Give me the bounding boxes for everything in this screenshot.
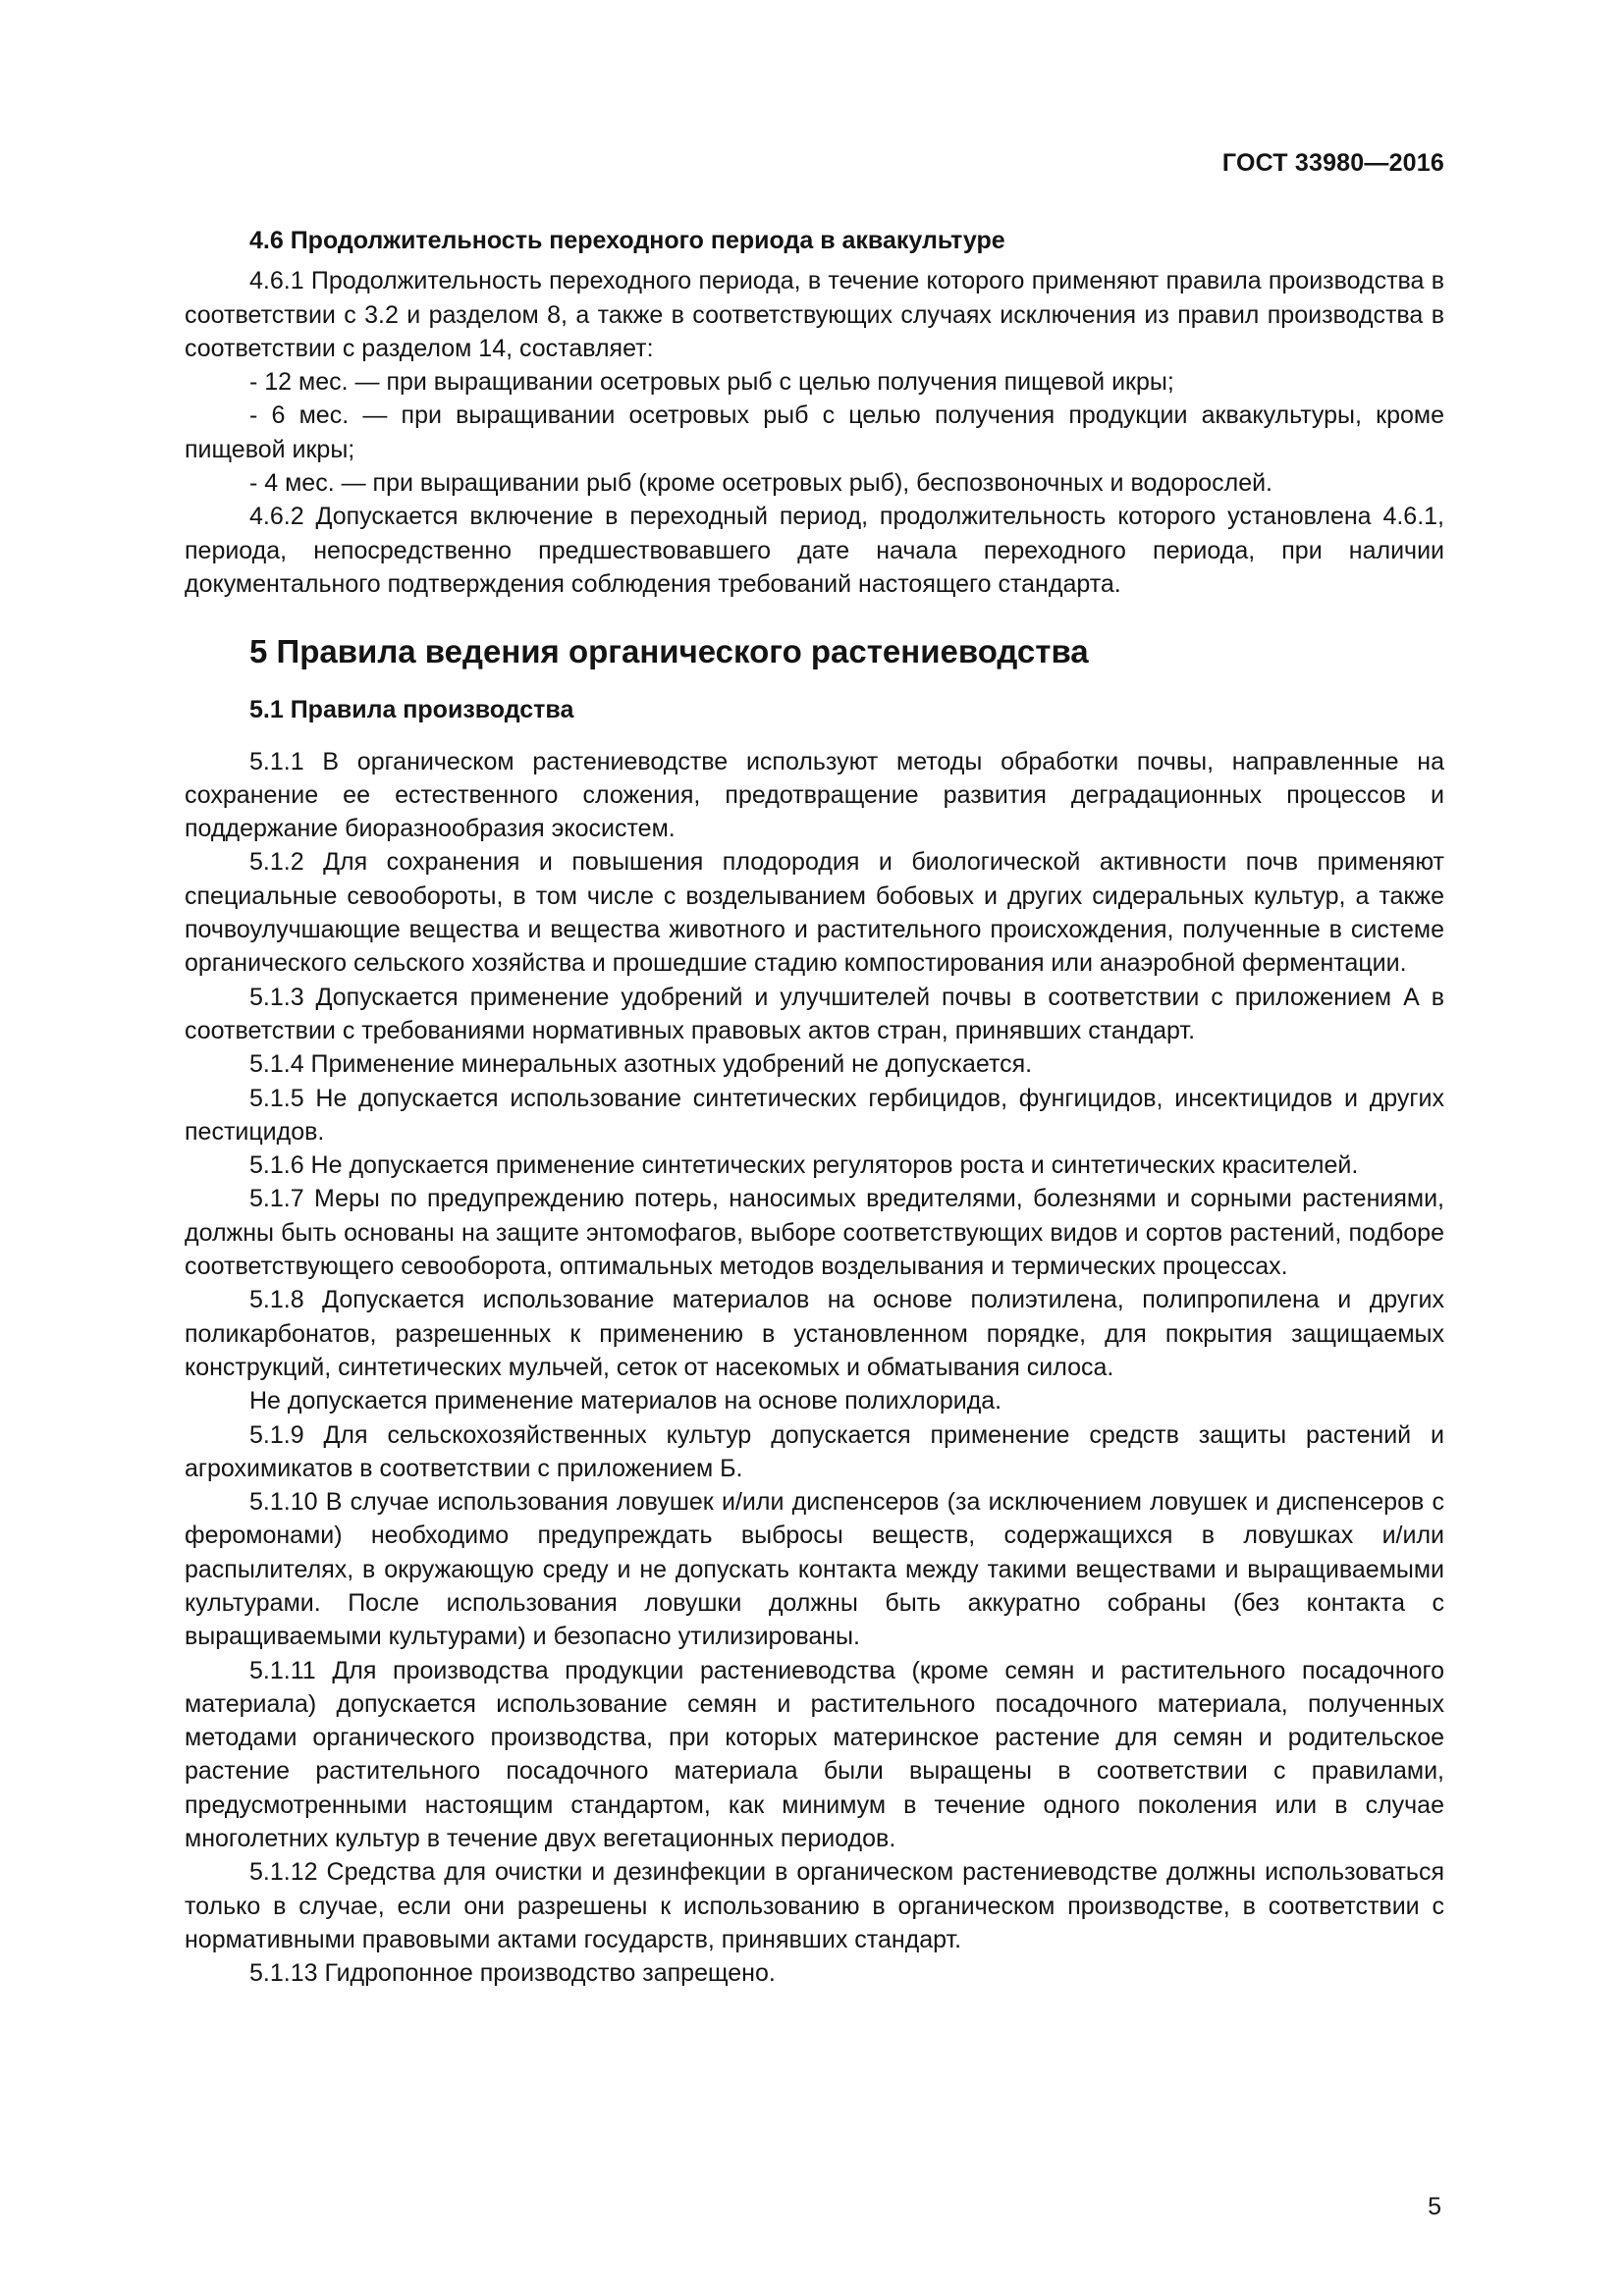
section-5-heading: 5 Правила ведения органического растениеводства (249, 633, 1089, 670)
paragraph-5-1-7: 5.1.7 Меры по предупреждению потерь, наносимых вредителями, болезнями и сорными растениями, должны быть основаны на защите энтомофагов, выборе соответствующих видов и сортов растений, подборе соответствующего севооборота, оптимальных методов возделывания и термических процессах. (185, 1185, 1444, 1281)
list-item: - 6 мес. — при выращивании осетровых рыб с целью получения продукции аквакультуры, кроме пищевой икры; (185, 401, 1444, 463)
paragraph-5-1-8-note: Не допускается применение материалов на основе полихлорида. (249, 1387, 1002, 1415)
paragraph-5-1-8: 5.1.8 Допускается использование материалов на основе полиэтилена, полипропилена и других поликарбонатов, разрешенных к применению в установленном порядке, для покрытия защищаемых конструкций, синтетических мульчей, сеток от насекомых и обматывания силоса. (185, 1286, 1444, 1381)
section-4-6-heading: 4.6 Продолжительность переходного периода в аквакультуре (249, 227, 1005, 254)
paragraph-4-6-2: 4.6.2 Допускается включение в переходный период, продолжительность которого установлена 4.6.1, периода, непосредственно предшествовавшего дате начала переходного периода, при наличии документального подтверждения соблюдения требований настоящего стандарта. (185, 503, 1444, 598)
list-item: - 4 мес. — при выращивании рыб (кроме осетровых рыб), беспозвоночных и водорослей. (249, 469, 1273, 498)
paragraph-5-1-4: 5.1.4 Применение минеральных азотных удобрений не допускается. (249, 1050, 1033, 1079)
document-body (185, 224, 1444, 1991)
page-number: 5 (1428, 2193, 1441, 2220)
section-5-1-heading: 5.1 Правила производства (249, 696, 574, 724)
paragraph-5-1-6: 5.1.6 Не допускается применение синтетических регуляторов роста и синтетических красителей. (249, 1151, 1359, 1180)
paragraph-4-6-1: 4.6.1 Продолжительность переходного периода, в течение которого применяют правила производства в соответствии с 3.2 и разделом 8, а также в соответствующих случаях исключения из правил производства в соответствии с разделом 14, составляет: (185, 267, 1444, 362)
paragraph-5-1-1: 5.1.1 В органическом растениеводстве используют методы обработки почвы, направленные на сохранение ее естественного сложения, предотвращение развития деградационных процессов и поддержание биоразнообразия экосистем. (185, 747, 1444, 843)
paragraph-5-1-2: 5.1.2 Для сохранения и повышения плодородия и биологической активности почв применяют специальные севообороты, в том числе с возделыванием бобовых и других сидеральных культур, а также почвоулучшающие вещества и вещества животного и растительного происхождения, полученные в системе органического сельского хозяйства и прошедшие стадию компостирования или анаэробной ферментации. (185, 848, 1444, 978)
paragraph-5-1-3: 5.1.3 Допускается применение удобрений и улучшителей почвы в соответствии с приложением А в соответствии с требованиями нормативных правовых актов стран, принявших стандарт. (185, 983, 1444, 1044)
document-code-header: ГОСТ 33980—2016 (1221, 149, 1444, 177)
paragraph-5-1-11: 5.1.11 Для производства продукции растениеводства (кроме семян и растительного посадочного материала) допускается использование семян и растительного посадочного материала, полученных методами органического производства, при которых материнское растение для семян и родительское растение растительного посадочного материала были выращены в соответствии с правилами, предусмотренными настоящим стандартом, как минимум в течение одного поколения или в случае многолетних культур в течение двух вегетационных периодов. (185, 1656, 1444, 1853)
paragraph-5-1-13: 5.1.13 Гидропонное производство запрещено. (249, 1959, 776, 1988)
paragraph-5-1-5: 5.1.5 Не допускается использование синтетических гербицидов, фунгицидов, инсектицидов и других пестицидов. (185, 1084, 1444, 1146)
paragraph-5-1-9: 5.1.9 Для сельскохозяйственных культур допускается применение средств защиты растений и агрохимикатов в соответствии с приложением Б. (185, 1420, 1444, 1482)
paragraph-5-1-10: 5.1.10 В случае использования ловушек и/или диспенсеров (за исключением ловушек и диспенсеров с феромонами) необходимо предупреждать выбросы веществ, содержащихся в ловушках и/или распылителях, в окружающую среду и не допускать контакта между такими веществами и выращиваемыми культурами. После использования ловушки должны быть аккуратно собраны (без контакта с выращиваемыми культурами) и безопасно утилизированы. (185, 1488, 1444, 1651)
list-item: - 12 мес. — при выращивании осетровых рыб с целью получения пищевой икры; (249, 368, 1174, 397)
paragraph-5-1-12: 5.1.12 Средства для очистки и дезинфекции в органическом растениеводстве должны использоваться только в случае, если они разрешены к использованию в органическом производстве, в соответствии с нормативными правовыми актами государств, принявших стандарт. (185, 1858, 1444, 1953)
